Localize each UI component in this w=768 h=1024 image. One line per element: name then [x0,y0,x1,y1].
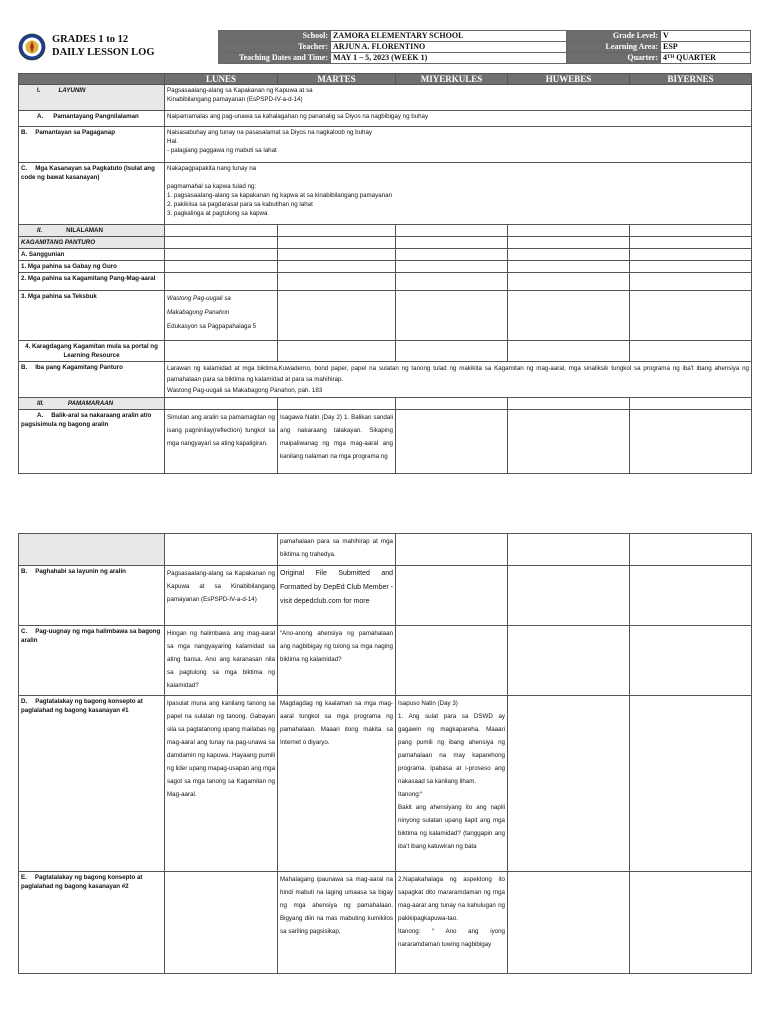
area-value: ESP [661,42,751,53]
table-row-nilalaman: II. NILALAMAN [19,225,752,237]
table-row-continuation: pamahalaan para sa mahihirap at mga biktima ng trahedya. [19,534,752,566]
table-row-karagdagang-kagamitan: 4. Karagdagang Kagamitan mula sa portal ng Learning Resource [19,341,752,362]
table-row-gabay-ng-guro: 1. Mga pahina sa Gabay ng Guro [19,261,752,273]
table-row-paghahabi: B. Paghahabi sa layunin ng aralin Pagsasaalang-alang sa Kapakanan ng Kapuwa at sa Kinabibilangang pamayanan (EsPSPD-IV-a-d-14) Original File Submitted and Formatted by DepEd Club Member - visit depedclub.com for more [19,566,752,626]
day-biyernes: BIYERNES [630,74,752,85]
day-martes: MARTES [278,74,396,85]
table-row-kagamitang-pang-magaaral: 2. Mga pahina sa Kagamitang Pang-Mag-aaral [19,273,752,291]
day-huwebes: HUWEBES [508,74,630,85]
table-row-pagtatalakay-2: E. Pagtatalakay ng bagong konsepto at paglalahad ng bagong kasanayan #2 Mahalagang ipaunawa sa mag-aaral na hindi mabuti na laging umaasa sa bigay ng mga ahensiya ng pamahalaan. Bigyang diin na mas mabuting kumikilos sa sariling pagsisikap, 2.Napakahalaga ng aspektong ito sapagkat dito mararamdaman ng mga mag-aaral ang tunay na kahulugan ng pakikipagkapuwa-tao. Itanong: “ Ano ang iyong nararamdaman tuwing nagbibigay [19,872,752,974]
deped-seal-logo [18,33,46,61]
dates-value: MAY 1 – 5, 2023 (WEEK 1) [331,53,567,64]
table-row-pagtatalakay-1: D. Pagtatalakay ng bagong konsepto at paglalahad ng bagong kasanayan #1 Ipasulat muna ang kanilang tanong sa papel na sulatan ng tanong. Gabayan sila sa pagtatanong upang mailabas ng mag-aaral ang tunay na pag-unawa sa damdamin ng kapuwa. Hayaang pumili ng lider upang mapag-usapan ang mga sagot sa mga tanong sa Kagamitan ng Mag-aaral. Magdagdag ng kaalaman sa mga mag-aaral tungkol sa mga programa ng pamahalaan. Maaari itong makita sa Internet o diyaryo. Isapuso Natin (Day 3) 1. Ang sulat para sa DSWD ay gagawin ng magkapareha. Maaari pang pumili ng ibang ahensiya ng pamahalaan na may kaparehong programa. Ipabasa at i-proseso ang nakasaad sa kanilang liham. Itanong:“ Bakit ang ahensiyang ito ang napili ninyong sulatan upang ilapit ang mga biktima ng kalamidad? (tanggapin ang iba't ibang katuwiran ng bata [19,696,752,872]
form-title [52,33,155,59]
header-info-table [218,30,751,64]
table-row-pamamaraan: III. PAMAMARAAN [19,398,752,410]
lesson-log-table-page-1 [18,73,752,474]
teacher-value: ARJUN A. FLORENTINO [331,42,567,53]
table-row-pag-uugnay: C. Pag-uugnay ng mga halimbawa sa bagong aralin Hingan ng halimbawa ang mag-aaral sa mga nangyayaring kalamidad sa ating bansa. Ano ang karanasan nila sa pagtulong sa mga biktima ng kalamidad? “Ano-anong ahensiya ng pamahalaan ang nagbibigay ng tulong sa mga naging biktima ng kalamidad? [19,626,752,696]
grade-value: V [661,31,751,42]
area-label: Learning Area: [567,42,661,53]
grade-label: Grade Level: [567,31,661,42]
table-row-kagamitang-panturo: KAGAMITANG PANTURO [19,237,752,249]
table-row-teksbuk: 3. Mga pahina sa Teksbuk Wastong Pag-uugali sa Makabagong Panahon Edukasyon sa Pagpapahalaga 5 [19,291,752,341]
dates-label: Teaching Dates and Time: [219,53,331,64]
table-row-pamantayan-pagaganap: B. Pamantayan sa Pagaganap Naisasabuhay ang tunay na pasasalamat sa Diyos na nagkaloob ng buhay Hal. - palagiang paggawa ng mabuti sa lahat [19,127,752,163]
table-row-pamantayang-pangnilalaman: A. Pamantayang Pangnilalaman Naipamamalas ang pag-unawa sa kahalagahan ng pananalig sa Diyos na nagbibigay ng buhay [19,111,752,127]
day-lunes: LUNES [165,74,278,85]
table-row-sanggunian: A. Sanggunian [19,249,752,261]
title-line-2: DAILY LESSON LOG [52,47,155,58]
school-value: ZAMORA ELEMENTARY SCHOOL [331,31,567,42]
table-row-iba-pang-kagamitan: B. Iba pang Kagamitang Panturo Larawan ng kalamidad at mga biktima,Kuwaderno, bond paper, papel na sulatan ng tanong tulad ng makikita sa Kagamitan ng mag-aaral, mga sinaliksik tungkol sa programa ng iba't ibang ahensiya ng pamahalaan para sa biktima ng kalamidad at para sa mahihirap. Wastong Pag-uugali sa Makabagong Panahon, pah. 183 [19,362,752,398]
title-line-1: GRADES 1 to 12 [52,34,129,45]
table-row-layunin: I. LAYUNIN Pagsasaalang-alang sa Kapakanan ng Kapuwa at sa Kinabibilangang pamayanan (EsPSPD-IV-a-d-14) [19,85,752,111]
quarter-value: 4TH QUARTER [661,53,751,64]
table-row-balik-aral: A. Balik-aral sa nakaraang aralin at/o pagsisimula ng bagong aralin Simulan ang aralin sa pamamagitan ng isang pagninilay(reflection) tungkol sa mga nangyayari sa ating kapaligiran. Isagawa Natin (Day 2) 1. Balikan sandali ang nakaraang talakayan. Sikaping maipaliwanag ng mga mag-aaral ang kanilang nalaman na mga programa ng [19,410,752,474]
school-label: School: [219,31,331,42]
lesson-log-table-page-2 [18,533,752,974]
quarter-label: Quarter: [567,53,661,64]
teacher-label: Teacher: [219,42,331,53]
table-row-kasanayan: C. Mga Kasanayan sa Pagkatuto (Isulat ang code ng bawat kasanayan) Nakapagpapakita nang tunay na pagmamahal sa kapwa tulad ng: 1. pagsasaalang-alang sa kapakanan ng kapwa at sa kinabibilangang pamayanan 2. pakikiisa sa pagdarasal para sa kabutihan ng lahat 3. pagkalinga at pagtulong sa kapwa [19,163,752,225]
day-miyerkules: MIYERKULES [396,74,508,85]
day-header-row [19,74,752,85]
